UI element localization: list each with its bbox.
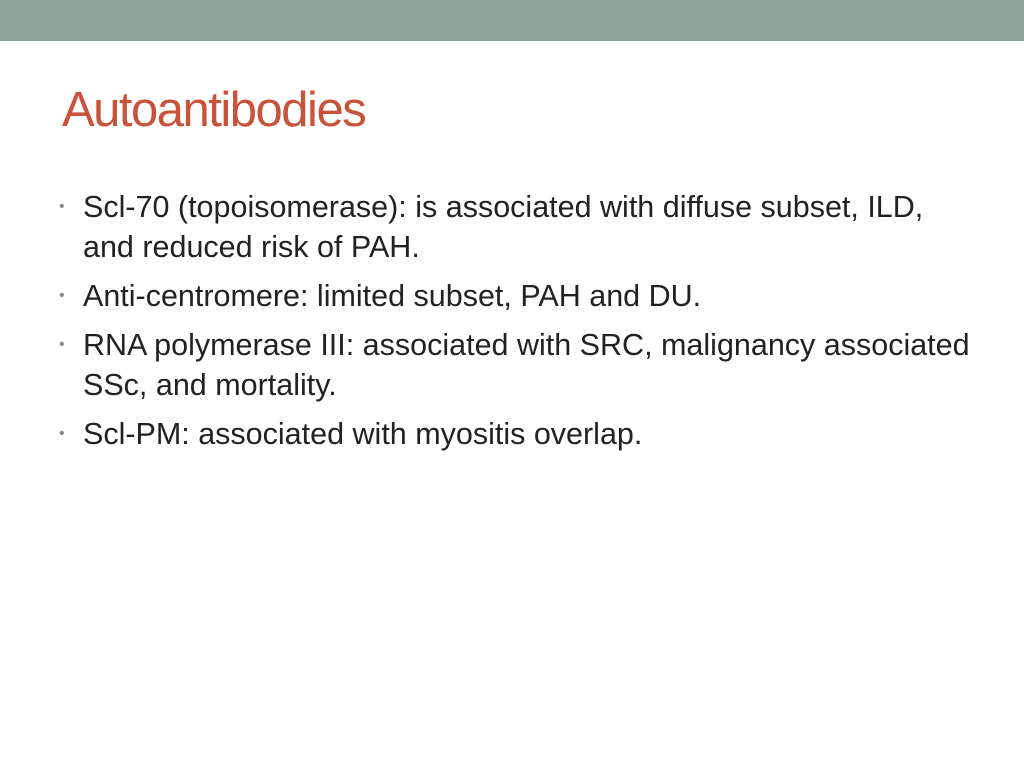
bullet-item-rna-polymerase <box>59 325 979 405</box>
bullet-list <box>59 187 979 463</box>
bullet-text: Scl-70 (topoisomerase): is associated with diffuse subset, ILD, and reduced risk of PAH. <box>83 190 924 264</box>
bullet-item-scl70 <box>59 187 979 267</box>
top-accent-band <box>0 0 1024 41</box>
slide-title: Autoantibodies <box>62 83 366 137</box>
bullet-item-scl-pm <box>59 414 979 454</box>
bullet-dot-icon: • <box>59 198 65 215</box>
bullet-dot-icon: • <box>59 425 65 442</box>
bullet-dot-icon: • <box>59 336 65 353</box>
bullet-item-anti-centromere <box>59 276 979 316</box>
bullet-text: RNA polymerase III: associated with SRC, malignancy associated SSc, and mortality. <box>83 328 970 402</box>
bullet-dot-icon: • <box>59 287 65 304</box>
bullet-text: Anti-centromere: limited subset, PAH and DU. <box>83 279 702 313</box>
bullet-text: Scl-PM: associated with myositis overlap. <box>83 417 643 451</box>
